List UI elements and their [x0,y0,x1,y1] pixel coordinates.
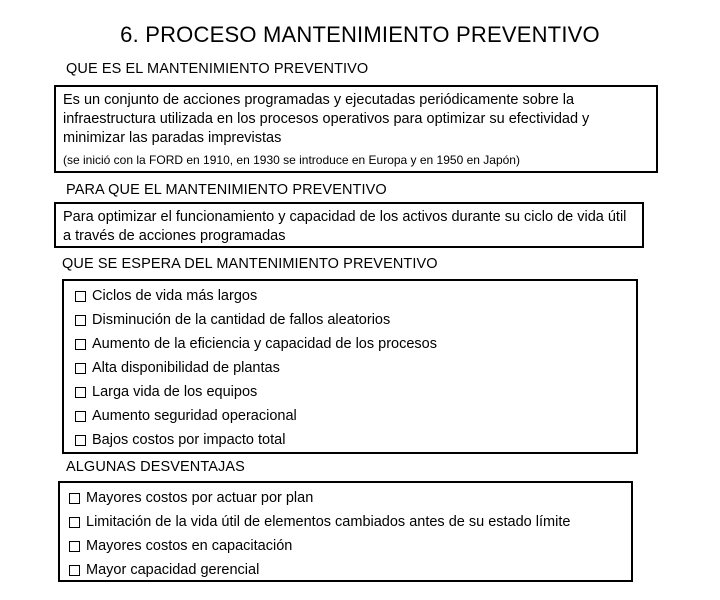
list-item-text: Aumento de la eficiencia y capacidad de los procesos [92,336,437,352]
checkbox-icon [75,339,86,350]
checkbox-icon [69,493,80,504]
list-item [75,404,636,428]
list-item-text: Bajos costos por impacto total [92,432,286,448]
expectations-list [75,284,636,452]
checkbox-icon [75,291,86,302]
section-heading-disadvantages: ALGUNAS DESVENTAJAS [66,459,245,475]
list-item [75,428,636,452]
list-item-text: Ciclos de vida más largos [92,288,258,304]
history-note: (se inició con la FORD en 1910, en 1930 se introduce en Europa y en 1950 en Japón) [63,153,520,167]
section-heading-expectations: QUE SE ESPERA DEL MANTENIMIENTO PREVENTIVO [62,256,438,272]
purpose-text: Para optimizar el funcionamiento y capacidad de los activos durante su ciclo de vida útil a través de acciones programadas [63,209,627,244]
list-item [75,332,636,356]
list-item [75,356,636,380]
list-item [69,510,631,534]
checkbox-icon [75,435,86,446]
checkbox-icon [69,565,80,576]
disadvantages-box [58,481,633,582]
list-item-text: Disminución de la cantidad de fallos aleatorios [92,312,391,328]
checkbox-icon [75,387,86,398]
checkbox-icon [75,315,86,326]
checkbox-icon [69,541,80,552]
checkbox-icon [75,411,86,422]
list-item [75,380,636,404]
list-item-text: Limitación de la vida útil de elementos cambiados antes de su estado límite [86,514,571,530]
list-item [69,558,631,582]
list-item-text: Larga vida de los equipos [92,384,258,400]
list-item-text: Mayor capacidad gerencial [86,562,260,578]
purpose-box [54,202,644,248]
expectations-box [62,279,638,454]
list-item [69,486,631,510]
list-item-text: Aumento seguridad operacional [92,408,297,424]
checkbox-icon [75,363,86,374]
list-item [69,534,631,558]
definition-box [54,85,658,173]
section-heading-purpose: PARA QUE EL MANTENIMIENTO PREVENTIVO [66,182,387,198]
checkbox-icon [69,517,80,528]
list-item-text: Mayores costos por actuar por plan [86,490,314,506]
page-title: 6. PROCESO MANTENIMIENTO PREVENTIVO [120,22,600,47]
list-item [75,308,636,332]
section-heading-what: QUE ES EL MANTENIMIENTO PREVENTIVO [66,61,369,77]
list-item [75,284,636,308]
list-item-text: Alta disponibilidad de plantas [92,360,280,376]
disadvantages-list [69,486,631,582]
definition-text: Es un conjunto de acciones programadas y ejecutadas periódicamente sobre la infraestructura utilizada en los procesos operativos para optimizar su efectividad y minimizar las paradas imprevistas [63,92,590,146]
list-item-text: Mayores costos en capacitación [86,538,293,554]
